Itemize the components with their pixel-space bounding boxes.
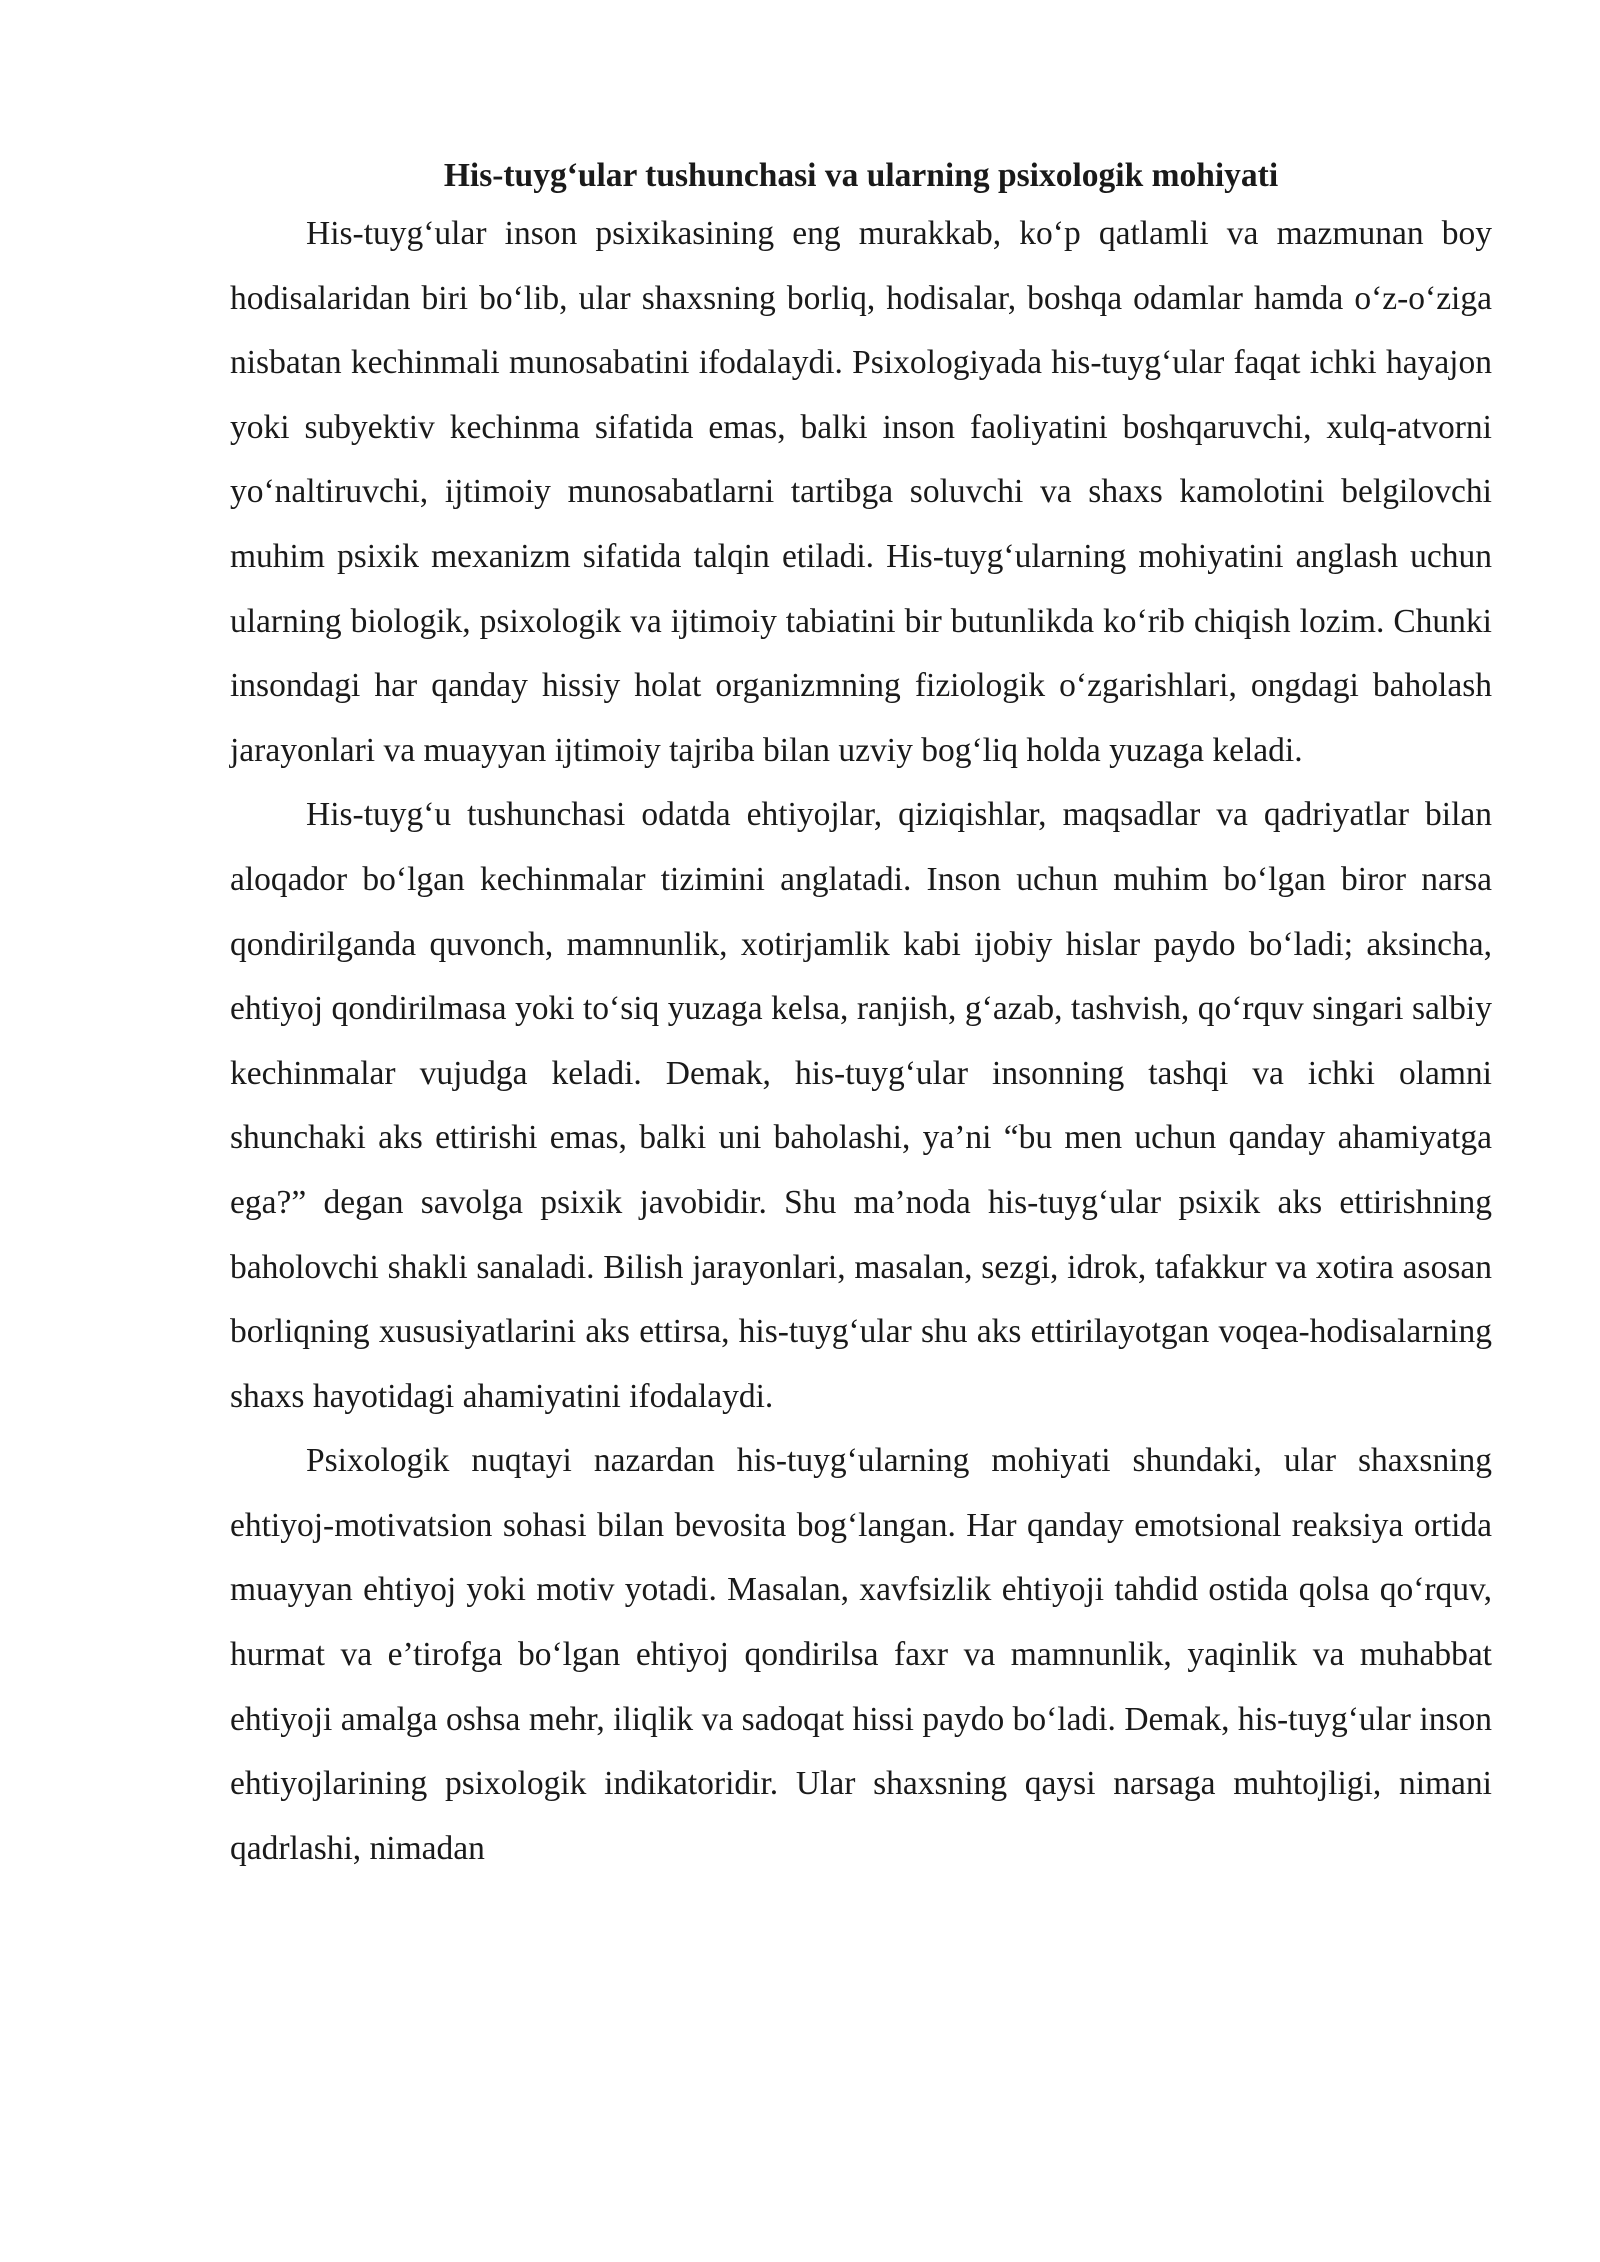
paragraph-2: His-tuyg‘u tushunchasi odatda ehtiyojlar, qiziqishlar, maqsadlar va qadriyatlar bilan aloqador bo‘lgan kechinmalar tizimini anglatadi. Inson uchun muhim bo‘lgan biror narsa qondirilganda quvonch, mamnunlik, xotirjamlik kabi ijobiy hislar paydo bo‘ladi; aksincha, ehtiyoj qondirilmasa yoki to‘siq yuzaga kelsa, ranjish, g‘azab, tashvish, qo‘rquv singari salbiy kechinmalar vujudga keladi. Demak, his-tuyg‘ular insonning tashqi va ichki olamni shunchaki aks ettirishi emas, balki uni baholashi, ya’ni “bu men uchun qanday ahamiyatga ega?” degan savolga psixik javobidir. Shu ma’noda his-tuyg‘ular psixik aks ettirishning baholovchi shakli sanaladi. Bilish jarayonlari, masalan, sezgi, idrok, tafakkur va xotira asosan borliqning xususiyatlarini aks ettirsa, his-tuyg‘ular shu aks ettirilayotgan voqea-hodisalarning shaxs hayotidagi ahamiyatini ifodalaydi. (230, 796, 1492, 1415)
paragraph-1: His-tuyg‘ular inson psixikasining eng murakkab, ko‘p qatlamli va mazmunan boy hodisalaridan biri bo‘lib, ular shaxsning borliq, hodisalar, boshqa odamlar hamda o‘z-o‘ziga nisbatan kechinmali munosabatini ifodalaydi. Psixologiyada his-tuyg‘ular faqat ichki hayajon yoki subyektiv kechinma sifatida emas, balki inson faoliyatini boshqaruvchi, xulq-atvorni yo‘naltiruvchi, ijtimoiy munosabatlarni tartibga soluvchi va shaxs kamolotini belgilovchi muhim psixik mexanizm sifatida talqin etiladi. His-tuyg‘ularning mohiyatini anglash uchun ularning biologik, psixologik va ijtimoiy tabiatini bir butunlikda ko‘rib chiqish lozim. Chunki insondagi har qanday hissiy holat organizmning fiziologik o‘zgarishlari, ongdagi baholash jarayonlari va muayyan ijtimoiy tajriba bilan uzviy bog‘liq holda yuzaga keladi. (230, 215, 1492, 769)
paragraph-3: Psixologik nuqtayi nazardan his-tuyg‘ularning mohiyati shundaki, ular shaxsning ehtiyoj-motivatsion sohasi bilan bevosita bog‘langan. Har qanday emotsional reaksiya ortida muayyan ehtiyoj yoki motiv yotadi. Masalan, xavfsizlik ehtiyoji tahdid ostida qolsa qo‘rquv, hurmat va e’tirofga bo‘lgan ehtiyoj qondirilsa faxr va mamnunlik, yaqinlik va muhabbat ehtiyoji amalga oshsa mehr, iliqlik va sadoqat hissi paydo bo‘ladi. Demak, his-tuyg‘ular inson ehtiyojlarining psixologik indikatoridir. Ular shaxsning qaysi narsaga muhtojligi, nimani qadrlashi, nimadan (230, 1442, 1492, 1867)
document-body (230, 150, 1492, 1881)
document-title: His-tuyg‘ular tushunchasi va ularning psixologik mohiyati (443, 157, 1279, 194)
